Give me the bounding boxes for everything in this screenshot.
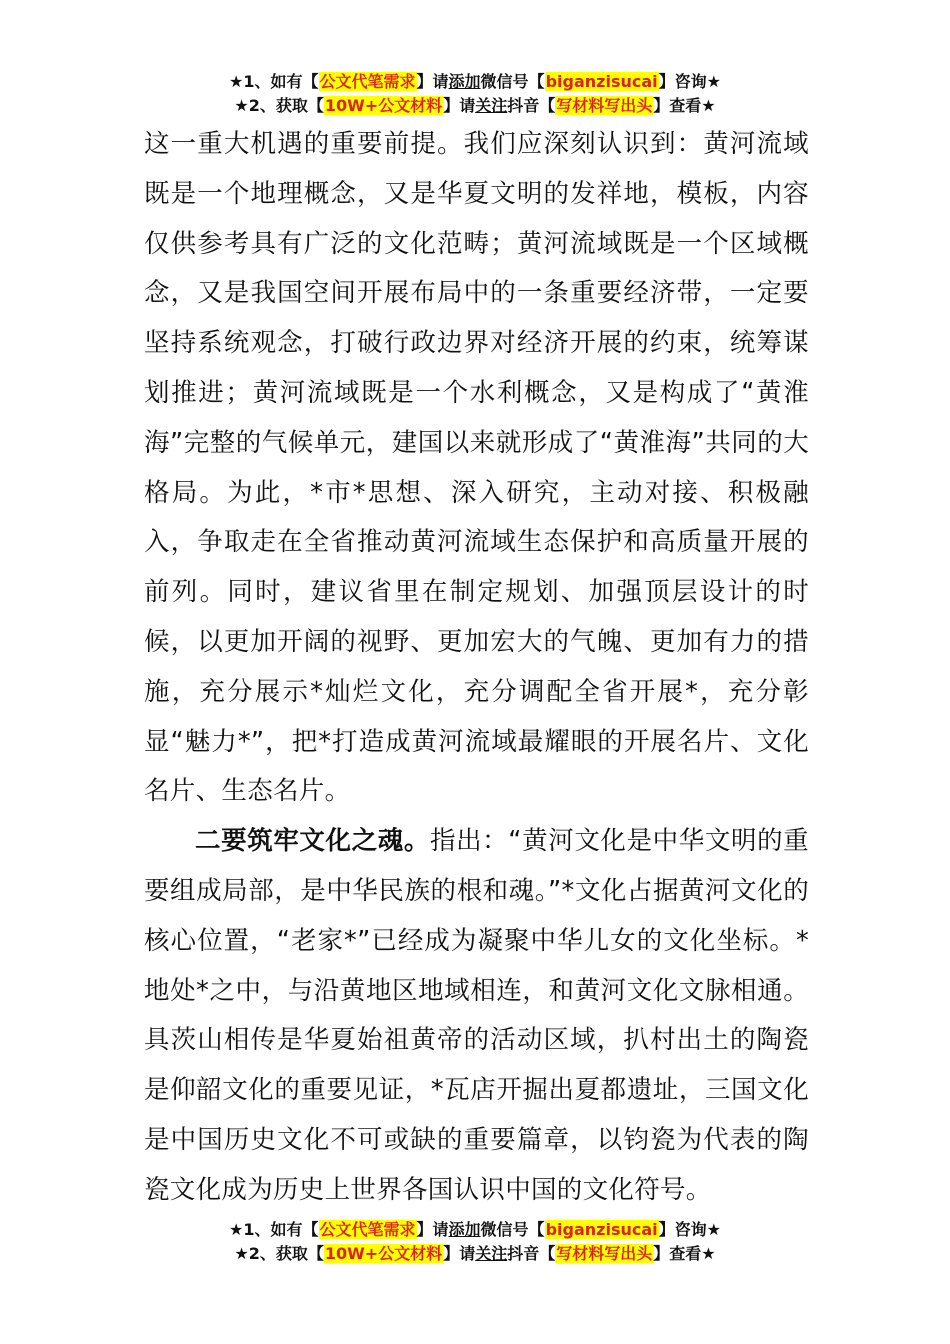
banner-line-1 [0, 70, 950, 94]
banner-text: 】查看★ [653, 1244, 716, 1263]
header-banner [0, 70, 950, 118]
paragraph-heading-punct: 。 [403, 826, 430, 857]
footer-banner [0, 1218, 950, 1266]
banner-text: 微信号【 [480, 1220, 545, 1239]
banner-text: ★2、获取【 [234, 96, 324, 115]
paragraph-2 [144, 817, 809, 1215]
banner-line-1 [0, 1218, 950, 1242]
banner-underlined-text: 添加 [448, 72, 481, 91]
banner-underlined-text: 添加 [448, 1220, 481, 1239]
banner-highlight: 10W+公文材料 [324, 96, 443, 115]
banner-text: 】咨询★ [658, 72, 721, 91]
paragraph-heading: 二要筑牢文化之魂 [195, 826, 404, 857]
banner-highlight: biganzisucai [545, 1220, 658, 1239]
banner-text: 抖音【 [507, 96, 556, 115]
banner-highlight: 公文代笔需求 [319, 1220, 416, 1239]
banner-text: 】请 [416, 1220, 449, 1239]
banner-text: 抖音【 [507, 1244, 556, 1263]
banner-text: 】查看★ [653, 96, 716, 115]
banner-underlined-text: 关注 [475, 1244, 508, 1263]
banner-line-2 [0, 94, 950, 118]
banner-highlight: biganzisucai [545, 72, 658, 91]
paragraph-1: 这一重大机遇的重要前提。我们应深刻认识到：黄河流域既是一个地理概念，又是华夏文明的发祥地，模板，内容仅供参考具有广泛的文化范畴；黄河流域既是一个区域概念，又是我国空间开展布局中的一条重要经济带，一定要坚持系统观念，打破行政边界对经济开展的约束，统筹谋划推进；黄河流域既是一个水利概念，又是构成了“黄淮海”完整的气候单元，建国以来就形成了“黄淮海”共同的大格局。为此，*市*思想、深入研究，主动对接、积极融入，争取走在全省推动黄河流域生态保护和高质量开展的前列。同时，建议省里在制定规划、加强顶层设计的时候，以更加开阔的视野、更加宏大的气魄、更加有力的措施，充分展示*灿烂文化，充分调配全省开展*，充分彰显“魅力*”，把*打造成黄河流域最耀眼的开展名片、文化名片、生态名片。 [144, 129, 809, 807]
banner-text: 】咨询★ [658, 1220, 721, 1239]
banner-underlined-text: 关注 [475, 96, 508, 115]
banner-highlight: 写材料写出头 [556, 96, 653, 115]
banner-text: 微信号【 [480, 72, 545, 91]
banner-line-2 [0, 1242, 950, 1266]
banner-text: ★2、获取【 [234, 1244, 324, 1263]
banner-text: ★1、如有【 [229, 1220, 319, 1239]
banner-text: 】请 [443, 96, 476, 115]
banner-text: ★1、如有【 [229, 72, 319, 91]
banner-text: 】请 [443, 1244, 476, 1263]
paragraph-text: 指出：“黄河文化是中华文明的重要组成局部，是中华民族的根和魂。”*文化占据黄河文化的核心位置，“老家*”已经成为凝聚中华儿女的文化坐标。*地处*之中，与沿黄地区地域相连，和黄河文化文脉相通。具茨山相传是华夏始祖黄帝的活动区域，扒村出土的陶瓷是仰韶文化的重要见证，*瓦店开掘出夏都遗址，三国文化是中国历史文化不可或缺的重要篇章，以钧瓷为代表的陶瓷文化成为历史上世界各国认识中国的文化符号。 [144, 826, 809, 1205]
banner-highlight: 写材料写出头 [556, 1244, 653, 1263]
banner-highlight: 10W+公文材料 [324, 1244, 443, 1263]
document-body [144, 120, 809, 1216]
banner-highlight: 公文代笔需求 [319, 72, 416, 91]
banner-text: 】请 [416, 72, 449, 91]
